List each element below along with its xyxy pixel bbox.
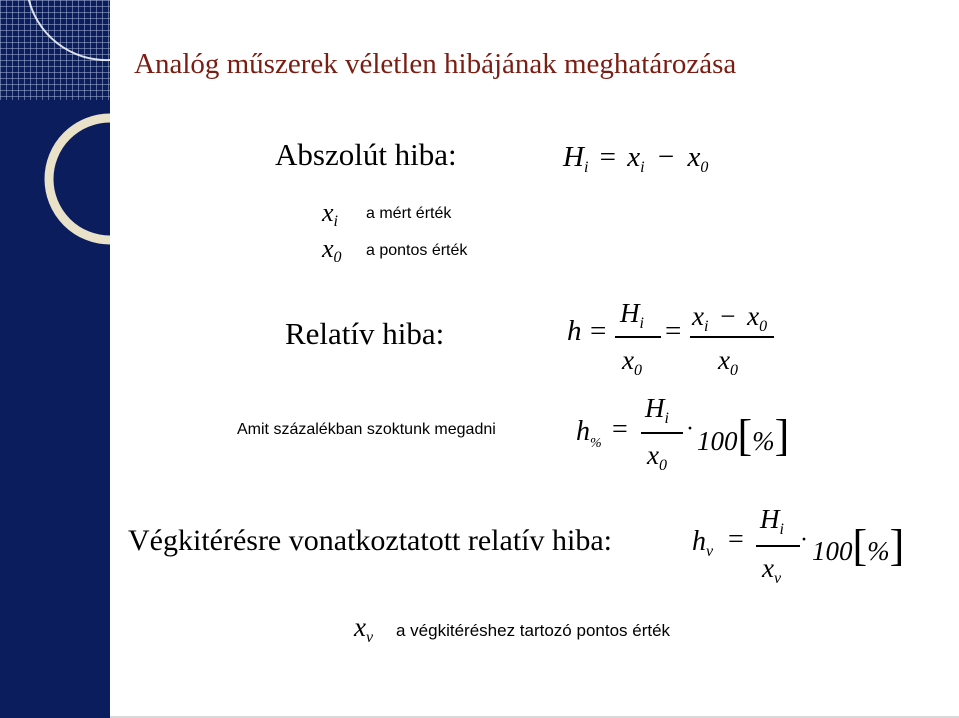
fullscale-dot: ·	[800, 527, 808, 553]
footnote-text: a végkitéréshez tartozó pontos érték	[396, 621, 671, 640]
decorative-sidebar	[0, 0, 110, 718]
absolute-error-label: Abszolút hiba:	[275, 137, 457, 172]
fullscale-eq: =	[728, 524, 744, 555]
relative-eq-2: =	[665, 315, 682, 347]
fraction-bar-2	[690, 336, 774, 338]
percent-h: $h_{\%}$	[576, 416, 602, 451]
fraction-bar-4	[756, 545, 800, 547]
definition-symbol-x0: x0	[322, 234, 342, 266]
relative-denominator-2: $x_0$	[718, 345, 738, 379]
percent-note: Amit százalékban szoktunk megadni	[237, 421, 496, 438]
definition-text-x0: a pontos érték	[366, 242, 468, 259]
fraction-bar-3	[641, 432, 683, 434]
percent-eq: =	[612, 414, 628, 445]
fullscale-factor: 100[%]	[812, 521, 905, 570]
relative-eq: =	[590, 315, 607, 347]
percent-factor: 100[%]	[697, 411, 790, 460]
fullscale-numerator: $H_i$	[760, 504, 784, 538]
relative-denominator-1: $x_0$	[622, 345, 642, 379]
relative-numerator-1: $H_i$	[620, 298, 644, 332]
fullscale-error-label: Végkitérésre vonatkoztatott relatív hiba:	[128, 524, 612, 557]
definition-symbol-xi: xi	[322, 198, 338, 230]
fullscale-h: $h_v$	[692, 526, 714, 560]
percent-numerator: $H_i$	[645, 393, 669, 427]
relative-h: h	[567, 315, 582, 347]
percent-dot: ·	[686, 416, 694, 442]
footnote-symbol-xv: $x_v$	[354, 612, 374, 646]
absolute-error-formula: $H_i = x_i - x_0$	[563, 141, 709, 176]
fraction-bar-1	[615, 336, 661, 338]
relative-numerator-2: $x_i - x_0$	[692, 301, 768, 335]
relative-error-label: Relatív hiba:	[285, 316, 445, 351]
fullscale-denominator: $x_v$	[762, 553, 782, 587]
page-title: Analóg műszerek véletlen hibájának meghatározása	[134, 48, 737, 80]
decorative-ring-icon	[0, 0, 110, 718]
percent-denominator: $x_0$	[647, 440, 667, 474]
definition-text-xi: a mért érték	[366, 205, 452, 222]
